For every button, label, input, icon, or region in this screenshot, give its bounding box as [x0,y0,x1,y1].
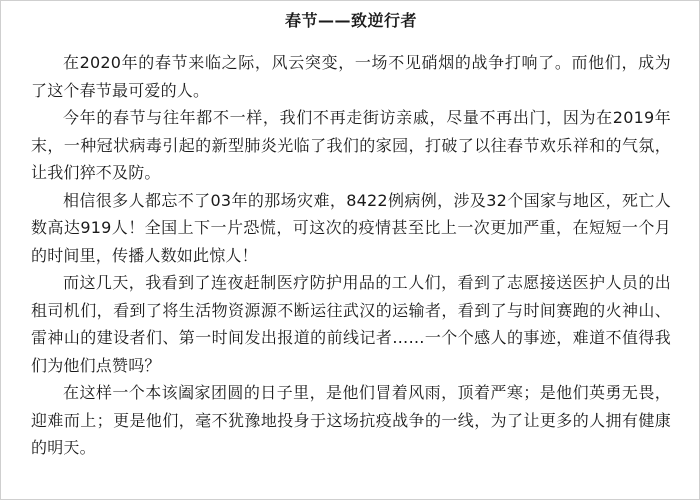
paragraph-5: 在这样一个本该阖家团圆的日子里，是他们冒着风雨，顶着严寒；是他们英勇无畏，迎难而上；更是他们，毫不犹豫地投身于这场抗疫战争的一线，为了让更多的人拥有健康的明天。 [31,383,671,457]
paragraph-2: 今年的春节与往年都不一样，我们不再走街访亲戚，尽量不再出门，因为在2019年末，一种冠状病毒引起的新型肺炎光临了我们的家园，打破了以往春节欢乐祥和的气氛，让我们猝不及防。 [31,108,671,182]
article-title: 春节——致逆行者 [284,11,417,30]
paragraph-3: 相信很多人都忘不了03年的那场灾难，8422例病例，涉及32个国家与地区，死亡人数高达919人！全国上下一片恐慌，可这次的疫情甚至比上一次更加严重，在短短一个月的时间里，传播人数如此惊人！ [31,190,671,265]
article-body [31,49,671,462]
paragraph-4: 而这几天，我看到了连夜赶制医疗防护用品的工人们，看到了志愿接送医护人员的出租司机们，看到了将生活物资源源不断运往武汉的运输者，看到了与时间赛跑的火神山、雷神山的建设者们、第一时间发出报道的前线记者……一个个感人的事迹，难道不值得我们为他们点赞吗？ [31,273,671,375]
paragraph-1: 在2020年的春节来临之际，风云突变，一场不见硝烟的战争打响了。而他们，成为了这个春节最可爱的人。 [31,53,671,100]
